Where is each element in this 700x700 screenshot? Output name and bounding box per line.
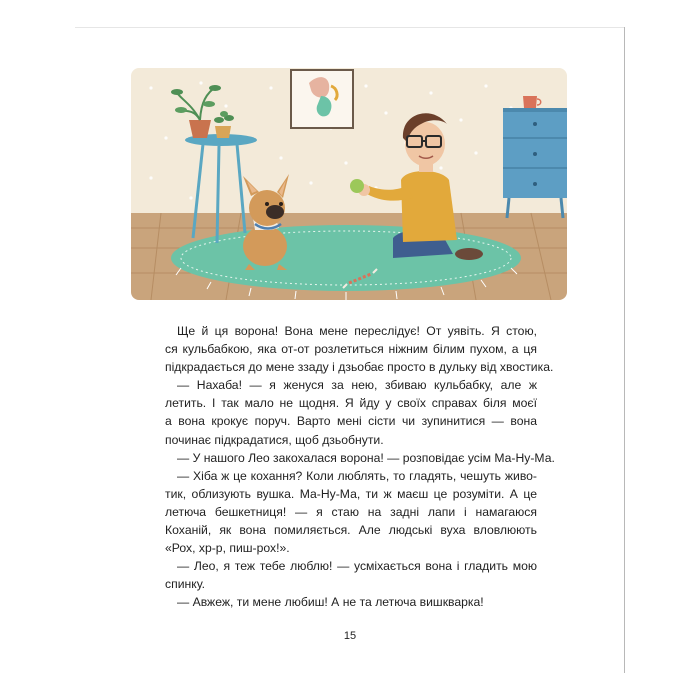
text-line: спинку.: [165, 577, 205, 592]
wall-picture: [291, 70, 353, 128]
text-line: — Лео, я теж тебе люблю! — усміхається вона і гладить мою: [177, 559, 537, 574]
text-line: — Авжеж, ти мене любиш! А не та летюча вишкварка!: [177, 595, 484, 610]
text-line: летюча бешкетниця! — я стаю на задні лапи і намагаюся: [165, 504, 537, 519]
text-line: — Нахаба! — я женуся за нею, збиваю кульбабку, але ж: [177, 378, 537, 393]
text-line: а вона крокує поруч. Варто мені сісти чи зупинитися — вона: [165, 414, 537, 429]
text-line: ся кульбабкою, яка от-от розлетиться ніжним білим пухом, а ця: [165, 342, 537, 357]
page-number: 15: [343, 630, 357, 642]
illustration-boy-and-dog: [131, 68, 567, 300]
illustration-svg: [131, 68, 567, 300]
page-edge: [624, 27, 625, 673]
text-line: «Рох, хр-р, пиш-рох!».: [165, 541, 290, 556]
story-text: [165, 322, 555, 612]
text-line: підкрадається до мене ззаду і дзьобає просто в дульку від хвостика.: [165, 360, 554, 375]
text-line: — У нашого Лео закохалася ворона! — розповідає усім Ма-Ну-Ма.: [177, 450, 555, 465]
text-line: тик, облизують вушка. Ма-Ну-Ма, ти ж маєш це розуміти. А це: [165, 486, 537, 501]
text-line: Ще й ця ворона! Вона мене переслідує! От уявіть. Я стою,: [177, 324, 537, 338]
text-line: Кохaній, як вона помиляється. Але людські вуха вловлюють: [165, 523, 537, 538]
text-line: летить. І так мало не щодня. Я йду у своїх справах біля моєї: [165, 396, 537, 411]
text-line: — Хіба ж це кохання? Коли люблять, то гладять, чешуть живо-: [177, 468, 537, 483]
text-line: починає підкрадатися, щоб дзьобнути.: [165, 432, 384, 447]
